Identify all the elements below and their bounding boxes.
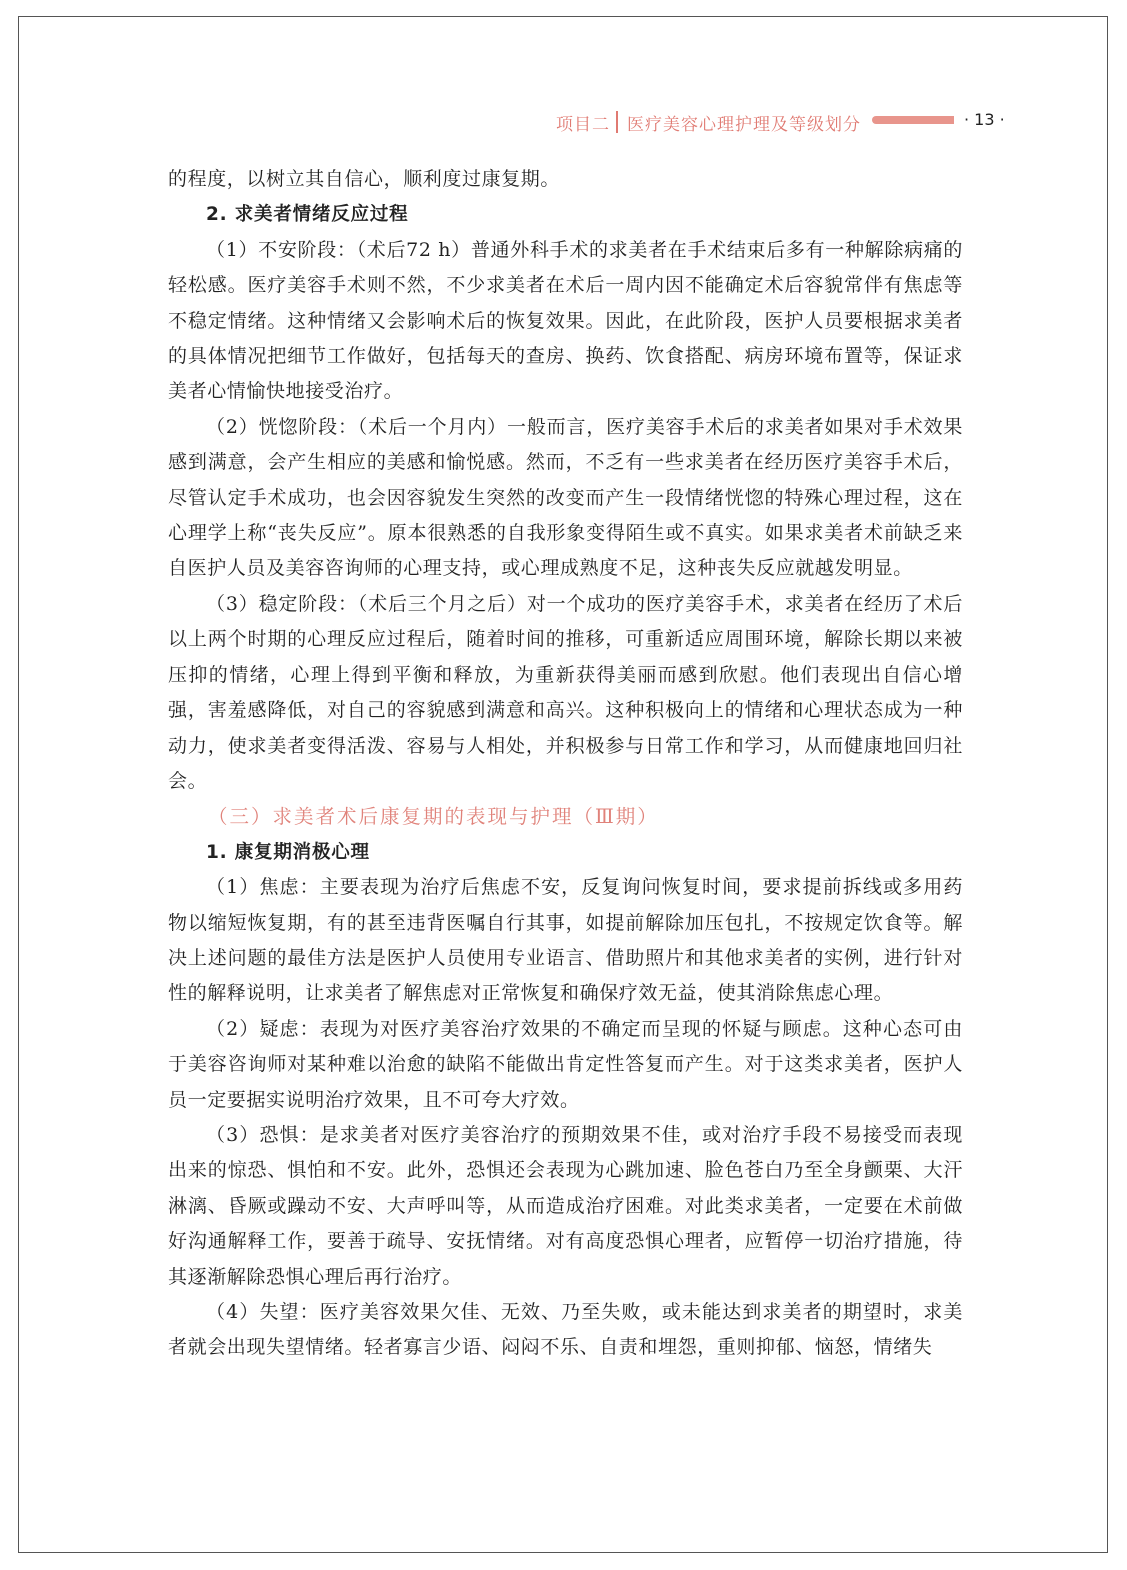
header-decorative-bar xyxy=(872,116,954,124)
section-heading-recovery: （三）求美者术后康复期的表现与护理（Ⅲ期） xyxy=(208,805,659,829)
running-header xyxy=(0,110,1127,138)
paragraph-trance-stage: （2）恍惚阶段：（术后一个月内）一般而言，医疗美容手术后的求美者如果对手术效果感到满意，会产生相应的美感和愉悦感。然而，不乏有一些求美者在经历医疗美容手术后，尽管认定手术成功，也会因容貌发生突然的改变而产生一段情绪恍惚的特殊心理过程，这在心理学上称“丧失反应”。原本很熟悉的自我形象变得陌生或不真实。如果求美者术前缺乏来自医护人员及美容咨询师的心理支持，或心理成熟度不足，这种丧失反应就越发明显。 xyxy=(168,415,963,580)
page-body xyxy=(168,162,963,1366)
subheading-negative-psychology: 1. 康复期消极心理 xyxy=(206,841,370,863)
header-chapter-title: 医疗美容心理护理及等级划分 xyxy=(627,115,861,135)
page-number: · 13 · xyxy=(964,110,1005,129)
paragraph-disappointment: （4）失望：医疗美容效果欠佳、无效、乃至失败，或未能达到求美者的期望时，求美者就会出现失望情绪。轻者寡言少语、闷闷不乐、自责和埋怨，重则抑郁、恼怒，情绪失 xyxy=(168,1301,963,1359)
paragraph-doubt: （2）疑虑：表现为对医疗美容治疗效果的不确定而呈现的怀疑与顾虑。这种心态可由于美容咨询师对某种难以治愈的缺陷不能做出肯定性答复而产生。对于这类求美者，医护人员一定要据实说明治疗效果，且不可夸大疗效。 xyxy=(168,1017,963,1111)
paragraph-anxiety: （1）焦虑：主要表现为治疗后焦虑不安，反复询问恢复时间，要求提前拆线或多用药物以缩短恢复期，有的甚至违背医嘱自行其事，如提前解除加压包扎，不按规定饮食等。解决上述问题的最佳方法是医护人员使用专业语言、借助照片和其他求美者的实例，进行针对性的解释说明，让求美者了解焦虑对正常恢复和确保疗效无益，使其消除焦虑心理。 xyxy=(168,876,963,1005)
header-separator xyxy=(616,111,618,133)
paragraph-stable-stage: （3）稳定阶段：（术后三个月之后）对一个成功的医疗美容手术，求美者在经历了术后以上两个时期的心理反应过程后，随着时间的推移，可重新适应周围环境，解除长期以来被压抑的情绪，心理上得到平衡和释放，为重新获得美丽而感到欣慰。他们表现出自信心增强，害羞感降低，对自己的容貌感到满意和高兴。这种积极向上的情绪和心理状态成为一种动力，使求美者变得活泼、容易与人相处，并积极参与日常工作和学习，从而健康地回归社会。 xyxy=(168,592,963,792)
header-project-label: 项目二 xyxy=(556,115,610,135)
subheading-emotional-process: 2. 求美者情绪反应过程 xyxy=(206,204,409,226)
paragraph-anxiety-stage: （1）不安阶段：（术后72 h）普通外科手术的求美者在手术结束后多有一种解除病痛的轻松感。医疗美容手术则不然，不少求美者在术后一周内因不能确定术后容貌常伴有焦虑等不稳定情绪。这种情绪又会影响术后的恢复效果。因此，在此阶段，医护人员要根据求美者的具体情况把细节工作做好，包括每天的查房、换药、饮食搭配、病房环境布置等，保证求美者心情愉快地接受治疗。 xyxy=(168,238,963,403)
paragraph-continuation: 的程度，以树立其自信心，顺利度过康复期。 xyxy=(168,168,561,190)
paragraph-fear: （3）恐惧：是求美者对医疗美容治疗的预期效果不佳，或对治疗手段不易接受而表现出来的惊恐、惧怕和不安。此外，恐惧还会表现为心跳加速、脸色苍白乃至全身颤栗、大汗淋漓、昏厥或躁动不安、大声呼叫等，从而造成治疗困难。对此类求美者，一定要在术前做好沟通解释工作，要善于疏导、安抚情绪。对有高度恐惧心理者，应暂停一切治疗措施，待其逐渐解除恐惧心理后再行治疗。 xyxy=(168,1123,963,1288)
